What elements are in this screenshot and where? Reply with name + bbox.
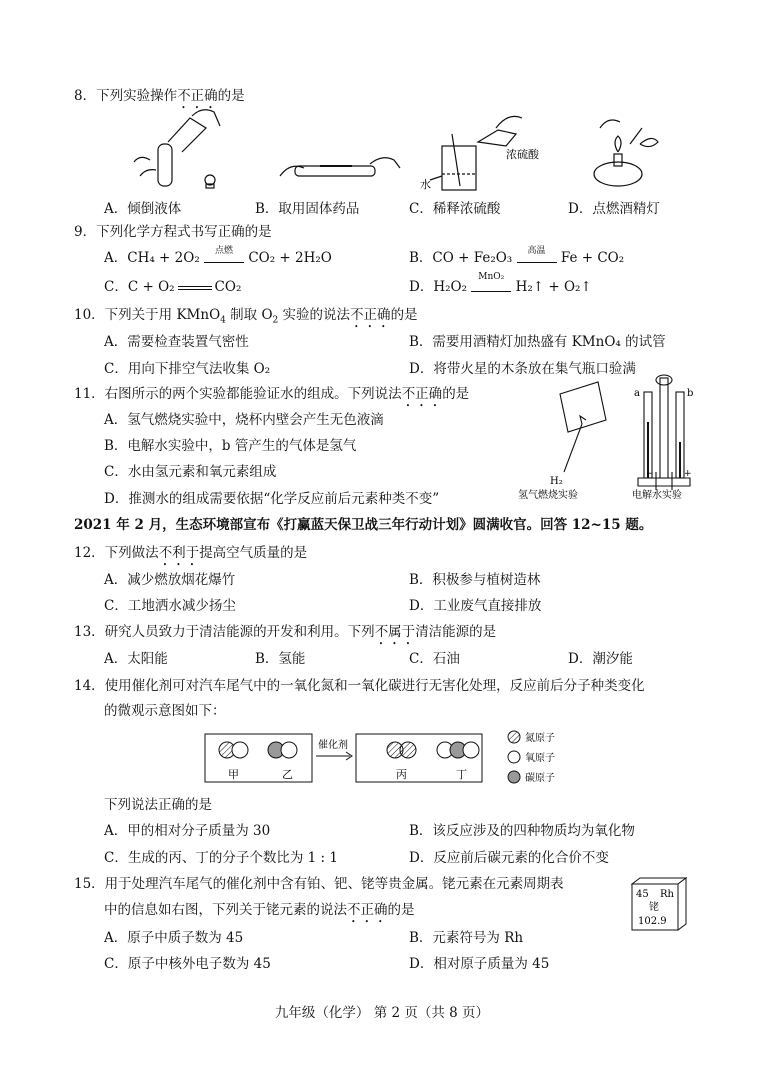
q8-fig-b-solid	[280, 158, 400, 176]
h2-label: H₂	[550, 476, 563, 487]
q8-option-b: B．取用固体药品	[255, 201, 360, 217]
legend-o-icon	[508, 751, 520, 763]
q14-reaction-diagram	[200, 726, 600, 788]
q14-option-b: B．该反应涉及的四种物质均为氧化物	[409, 823, 635, 839]
q11-option-d: D．推测水的组成需要依据“化学反应前后元素种类不变”	[104, 491, 440, 507]
q10-option-d: D．将带火星的木条放在集气瓶口验满	[409, 361, 636, 377]
left-caption: 氢气燃烧实验	[518, 490, 578, 501]
q11-option-b: B．电解水实验中，b 管产生的气体是氢气	[104, 438, 357, 454]
o-atom	[232, 742, 248, 758]
q14-stem-line1: 14．使用催化剂可对汽车尾气中的一氧化氮和一氧化碳进行无害化处理，反应前后分子种类变化	[74, 678, 645, 694]
ding-label: 丁	[456, 768, 467, 781]
q8-option-c: C．稀释浓硫酸	[409, 201, 501, 217]
q8-fig-d-lamp	[594, 120, 658, 186]
q10-option-a: A．需要检查装置气密性	[104, 334, 249, 350]
q15-option-d: D．相对原子质量为 45	[409, 956, 550, 972]
q12-option-a: A．减少燃放烟花爆竹	[104, 572, 236, 588]
q14-option-a: A．甲的相对分子质量为 30	[104, 823, 271, 839]
legend-n: 氮原子	[525, 733, 555, 744]
q12-option-b: B．积极参与植树造林	[409, 572, 541, 588]
element-card	[628, 876, 690, 936]
q10-option-b: B．需要用酒精灯加热盛有 KMnO₄ 的试管	[409, 334, 666, 350]
hydrogen-burning-figure	[560, 382, 606, 472]
tube-b-label: b	[687, 388, 694, 399]
q11-option-a: A．氢气燃烧实验中，烧杯内壁会产生无色液滴	[104, 412, 384, 428]
q8-stem: 8．下列实验操作不正确的是	[74, 88, 245, 104]
q11-figure	[506, 372, 716, 508]
tube-a-label: a	[634, 388, 640, 399]
q15-stem-line2: 中的信息如右图，下列关于铑元素的说法不正确的是	[104, 902, 415, 918]
element-number: 45	[636, 889, 649, 900]
jia-label: 甲	[228, 768, 239, 781]
q11-option-c: C．水由氢元素和氧元素组成	[104, 464, 277, 480]
yi-label: 乙	[282, 768, 293, 781]
legend-n-icon	[508, 731, 520, 743]
right-caption: 电解水实验	[632, 490, 682, 501]
q8-option-a: A．倾倒液体	[104, 201, 182, 217]
q10-stem: 10．下列关于用 KMnO$_4$ 制取 $O_2$ 实验的说法不正确的是	[74, 307, 418, 326]
o-atom	[281, 742, 297, 758]
q13-option-d: D．潮汐能	[568, 651, 633, 667]
q15-option-a: A．原子中质子数为 45	[104, 930, 244, 946]
q8-water-label: 水	[420, 178, 431, 191]
legend-o: 氧原子	[525, 753, 555, 764]
q12-option-d: D．工业废气直接排放	[409, 598, 542, 614]
q13-option-c: C．石油	[409, 651, 460, 667]
q10-option-c: C．用向下排空气法收集 O₂	[104, 361, 271, 377]
q8-fig-a-pouring	[134, 110, 220, 188]
q9-stem: 9．下列化学方程式书写正确的是	[74, 224, 272, 240]
catalyst-label: 催化剂	[318, 740, 348, 751]
q9-option-d: D．H₂O₂ MnO₂ H₂↑ + O₂↑	[409, 272, 592, 295]
q8-figures	[120, 104, 680, 196]
q14-lead: 下列说法正确的是	[104, 797, 212, 813]
bing-label: 丙	[396, 768, 407, 781]
legend-c-icon	[508, 771, 520, 783]
q8-option-d: D．点燃酒精灯	[568, 201, 660, 217]
q15-option-c: C．原子中核外电子数为 45	[104, 956, 271, 972]
element-name: 铑	[649, 902, 659, 913]
reactant-box	[205, 734, 312, 782]
q13-option-b: B．氢能	[255, 651, 306, 667]
q9-option-a: A．CH₄ + 2O₂ 点燃 CO₂ + 2H₂O	[104, 246, 332, 266]
q12-stem: 12．下列做法不利于提高空气质量的是	[74, 545, 308, 561]
q8-acid-label: 浓硫酸	[506, 148, 539, 161]
element-symbol: Rh	[660, 889, 674, 900]
q14-stem-line2: 的微观示意图如下：	[104, 703, 226, 719]
page-footer: 九年级（化学） 第 2 页（共 8 页）	[274, 1005, 490, 1021]
q12-option-c: C．工地洒水减少扬尘	[104, 598, 236, 614]
q11-stem: 11．右图所示的两个实验都能验证水的组成。下列说法不正确的是	[74, 386, 470, 402]
q15-stem-line1: 15．用于处理汽车尾气的催化剂中含有铂、钯、铑等贵金属。铑元素在元素周期表	[74, 876, 564, 892]
legend-c: 碳原子	[525, 773, 555, 784]
q14-option-d: D．反应前后碳元素的化合价不变	[409, 850, 609, 866]
q9-option-b: B．CO + Fe₂O₃ 高温 Fe + CO₂	[409, 246, 625, 266]
context-paragraph: 2021 年 2 月，生态环境部宣布《打赢蓝天保卫战三年行动计划》圆满收官。回答 12~15 题。	[74, 517, 653, 533]
q9-option-c: C．C + O₂ CO₂	[104, 279, 242, 295]
element-mass: 102.9	[638, 916, 667, 927]
electrode-plus: +	[684, 469, 692, 479]
q15-option-b: B．元素符号为 Rh	[409, 930, 524, 946]
q13-option-a: A．太阳能	[104, 651, 168, 667]
q13-stem: 13．研究人员致力于清洁能源的开发和利用。下列不属于清洁能源的是	[74, 624, 497, 640]
q14-option-c: C．生成的丙、丁的分子个数比为 1 : 1	[104, 850, 338, 866]
electrode-minus: −	[646, 469, 654, 479]
